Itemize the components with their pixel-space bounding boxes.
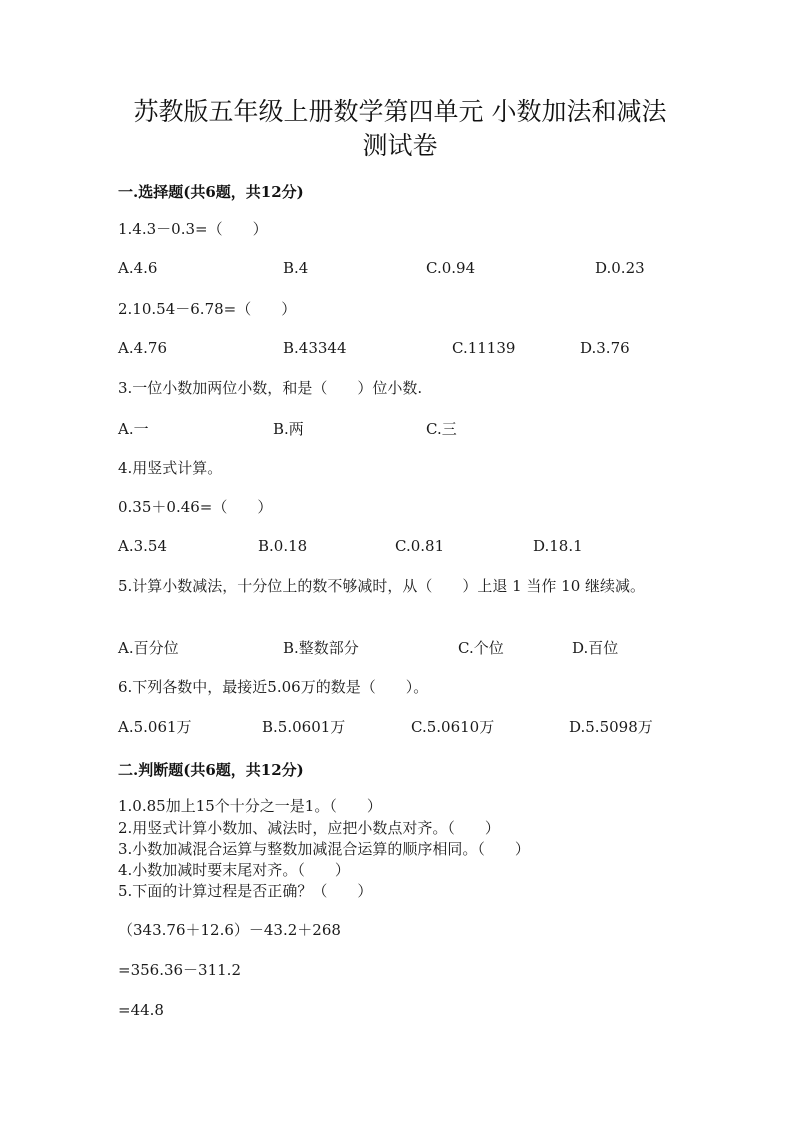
question-1-option-a: A.4.6: [118, 259, 158, 277]
question-4-expression: 0.35＋0.46=（ ）: [118, 498, 273, 516]
question-3-option-c: C.三: [426, 420, 457, 438]
question-3-option-b: B.两: [273, 420, 304, 438]
question-1-option-c: C.0.94: [426, 259, 476, 277]
calc-step-2: =356.36－311.2: [118, 961, 241, 979]
question-1-stem: 1.4.3－0.3=（ ）: [118, 220, 268, 238]
judgement-item-4: 4.小数加减时要末尾对齐。（ ）: [118, 861, 350, 879]
calc-step-1: （343.76＋12.6）－43.2＋268: [118, 921, 341, 939]
question-6-option-d: D.5.5098万: [569, 718, 653, 736]
question-2-option-c: C.11139: [452, 339, 516, 357]
question-5-option-b: B.整数部分: [283, 639, 359, 657]
judgement-item-2: 2.用竖式计算小数加、减法时，应把小数点对齐。（ ）: [118, 819, 500, 837]
document-title-line-2: 测试卷: [362, 131, 438, 160]
document-title-line-1: 苏教版五年级上册数学第四单元 小数加法和减法: [133, 97, 667, 126]
question-5-stem: 5.计算小数减法，十分位上的数不够减时，从（ ）上退 1 当作 10 继续减。: [118, 577, 646, 595]
question-2-option-a: A.4.76: [118, 339, 167, 357]
question-3-option-a: A.一: [118, 420, 149, 438]
question-6-option-c: C.5.0610万: [411, 718, 495, 736]
section-heading-multiple-choice: 一.选择题(共6题，共12分): [118, 183, 304, 201]
question-6-option-b: B.5.0601万: [262, 718, 346, 736]
question-1-option-b: B.4: [283, 259, 309, 277]
question-6-stem: 6.下列各数中，最接近5.06万的数是（ ）。: [118, 678, 429, 696]
judgement-item-5: 5.下面的计算过程是否正确？（ ）: [118, 882, 373, 900]
question-5-option-c: C.个位: [458, 639, 504, 657]
question-2-option-d: D.3.76: [580, 339, 630, 357]
judgement-item-3: 3.小数加减混合运算与整数加减混合运算的顺序相同。（ ）: [118, 840, 530, 858]
question-4-stem: 4.用竖式计算。: [118, 459, 223, 477]
section-heading-true-false: 二.判断题(共6题，共12分): [118, 761, 304, 779]
question-5-option-a: A.百分位: [118, 639, 179, 657]
question-4-option-b: B.0.18: [258, 537, 308, 555]
judgement-item-1: 1.0.85加上15个十分之一是1。（ ）: [118, 797, 382, 815]
question-6-option-a: A.5.061万: [118, 718, 192, 736]
question-4-option-c: C.0.81: [395, 537, 445, 555]
question-3-stem: 3.一位小数加两位小数，和是（ ）位小数.: [118, 379, 423, 397]
question-4-option-a: A.3.54: [118, 537, 167, 555]
calc-step-3: =44.8: [118, 1001, 164, 1019]
question-1-option-d: D.0.23: [595, 259, 645, 277]
question-4-option-d: D.18.1: [533, 537, 583, 555]
question-2-option-b: B.43344: [283, 339, 347, 357]
question-5-option-d: D.百位: [572, 639, 619, 657]
question-2-stem: 2.10.54－6.78=（ ）: [118, 300, 297, 318]
